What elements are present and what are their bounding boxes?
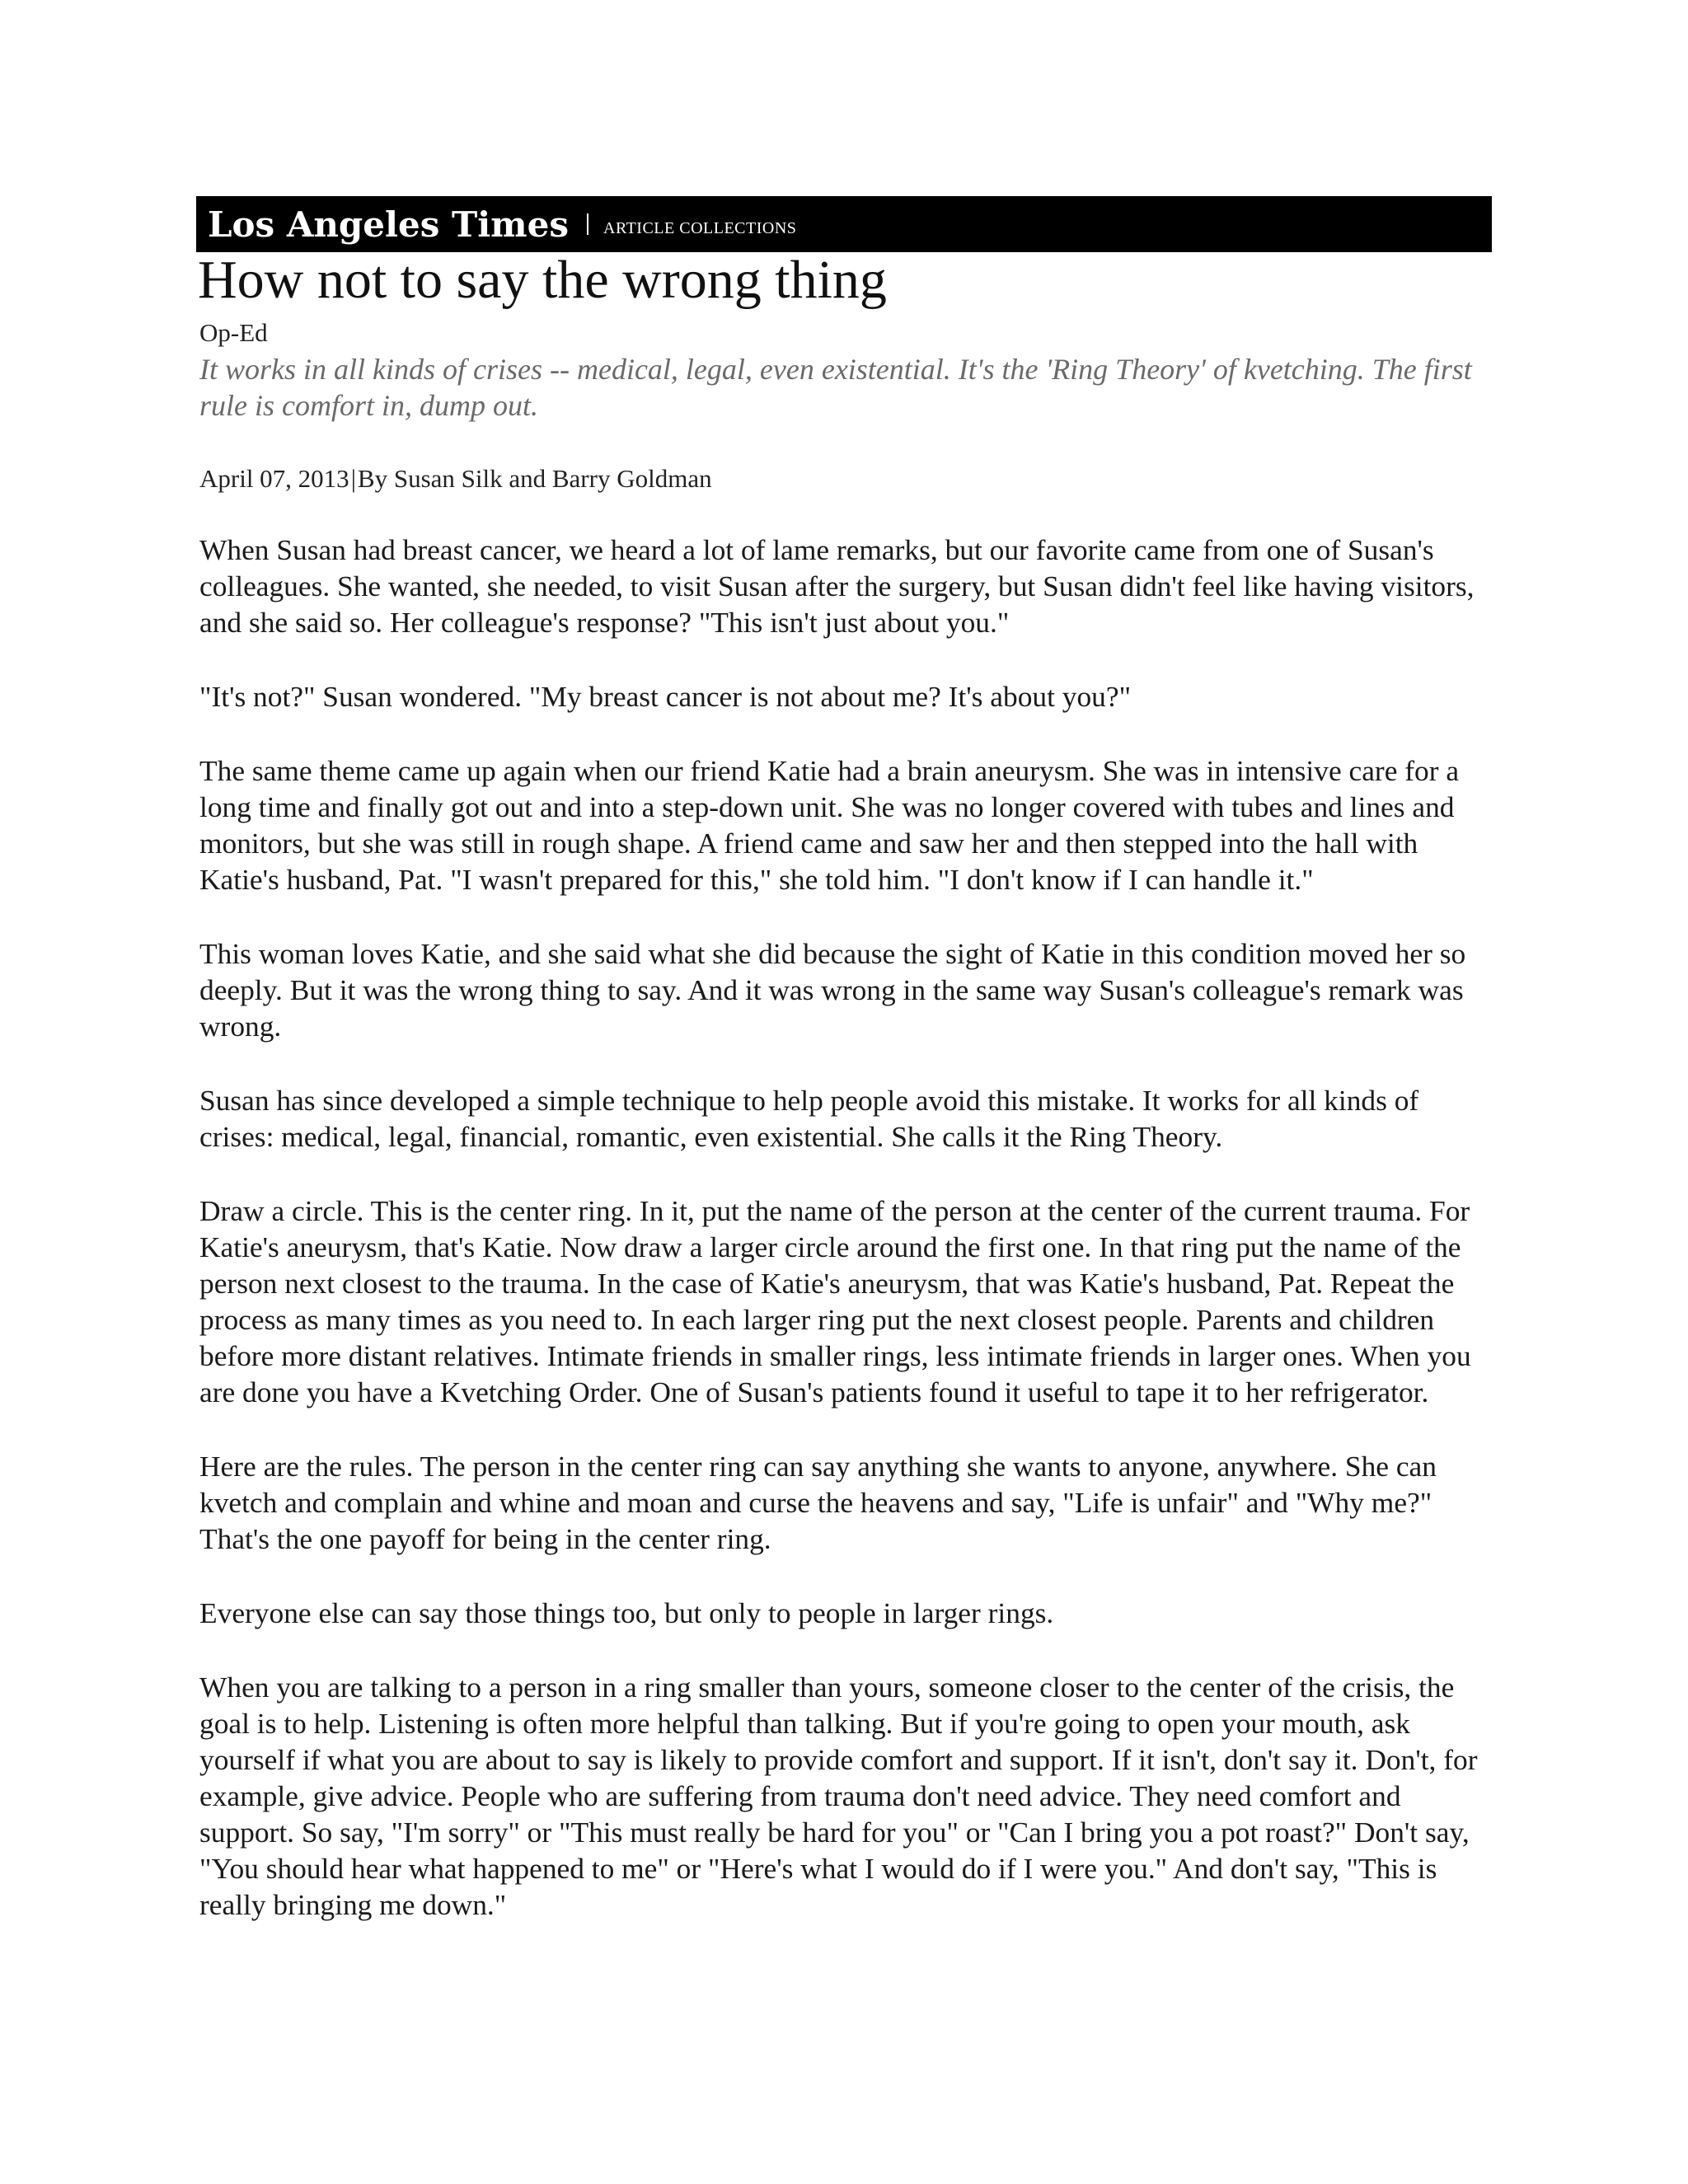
paragraph: Everyone else can say those things too, but only to people in larger rings.	[199, 1596, 1054, 1629]
paragraph: The same theme came up again when our friend Katie had a brain aneurysm. She was in intensive care for a long time and finally got out and into a step-down unit. She was no longer covered with tubes and lines and monitors, but she was still in rough shape. A friend came and saw her and then stepped into the hall with Katie's husband, Pat. "I wasn't prepared for this," she told him. "I don't know if I can handle it."	[199, 754, 1460, 896]
newspaper-logo[interactable]: Los Angeles Times	[208, 204, 569, 245]
paragraph: When Susan had breast cancer, we heard a lot of lame remarks, but our favorite came from one of Susan's colleagues. She wanted, she needed, to visit Susan after the surgery, but Susan didn't feel like having visitors, and she said so. Her colleague's response? "This isn't just about you."	[199, 533, 1475, 639]
paragraph: Here are the rules. The person in the center ring can say anything she wants to anyone, anywhere. She can kvetch and complain and whine and moan and curse the heavens and say, "Life is unfair" and "Why me?" That's the one payoff for being in the center ring.	[199, 1450, 1437, 1555]
article-kicker: Op-Ed	[199, 318, 268, 347]
paragraph: Draw a circle. This is the center ring. In it, put the name of the person at the center of the current trauma. For Katie's aneurysm, that's Katie. Now draw a larger circle around the first one. In that ring put the name of the person next closest to the trauma. In the case of Katie's aneurysm, that was Katie's husband, Pat. Repeat the process as many times as you need to. In each larger ring put the next closest people. Parents and children before more distant relatives. Intimate friends in smaller rings, less intimate friends in larger ones. When you are done you have a Kvetching Order. One of Susan's patients found it useful to tape it to her refrigerator.	[199, 1194, 1471, 1408]
byline-separator: |	[350, 464, 356, 493]
article-title: How not to say the wrong thing	[198, 250, 887, 310]
paragraph: When you are talking to a person in a ring smaller than yours, someone closer to the center of the crisis, the goal is to help. Listening is often more helpful than talking. But if you're going to open your mouth, ask yourself if what you are about to say is likely to provide comfort and support. If it isn't, don't say it. Don't, for example, give advice. People who are suffering from trauma don't need advice. They need comfort and support. So say, "I'm sorry" or "This must really be hard for you" or "Can I bring you a pot roast?" Don't say, "You should hear what happened to me" or "Here's what I would do if I were you." And don't say, "This is really bringing me down."	[199, 1671, 1478, 1921]
article-deck: It works in all kinds of crises -- medical, legal, even existential. It's the 'Ring Theory' of kvetching. The first rule is comfort in, dump out.	[199, 353, 1472, 422]
authors: By Susan Silk and Barry Goldman	[357, 464, 712, 493]
section-link[interactable]: ARTICLE COLLECTIONS	[603, 218, 797, 237]
paragraph: This woman loves Katie, and she said what she did because the sight of Katie in this condition moved her so deeply. But it was the wrong thing to say. And it was wrong in the same way Susan's colleague's remark was wrong.	[199, 937, 1466, 1043]
byline	[199, 462, 712, 495]
paragraph: "It's not?" Susan wondered. "My breast cancer is not about me? It's about you?"	[199, 680, 1132, 713]
masthead-bar	[196, 196, 1492, 252]
paragraph: Susan has since developed a simple technique to help people avoid this mistake. It works for all kinds of crises: medical, legal, financial, romantic, even existential. She calls it the Ring Theory.	[199, 1084, 1419, 1153]
article-body	[199, 532, 1498, 1961]
publish-date: April 07, 2013	[199, 464, 349, 493]
masthead-divider	[587, 213, 588, 235]
